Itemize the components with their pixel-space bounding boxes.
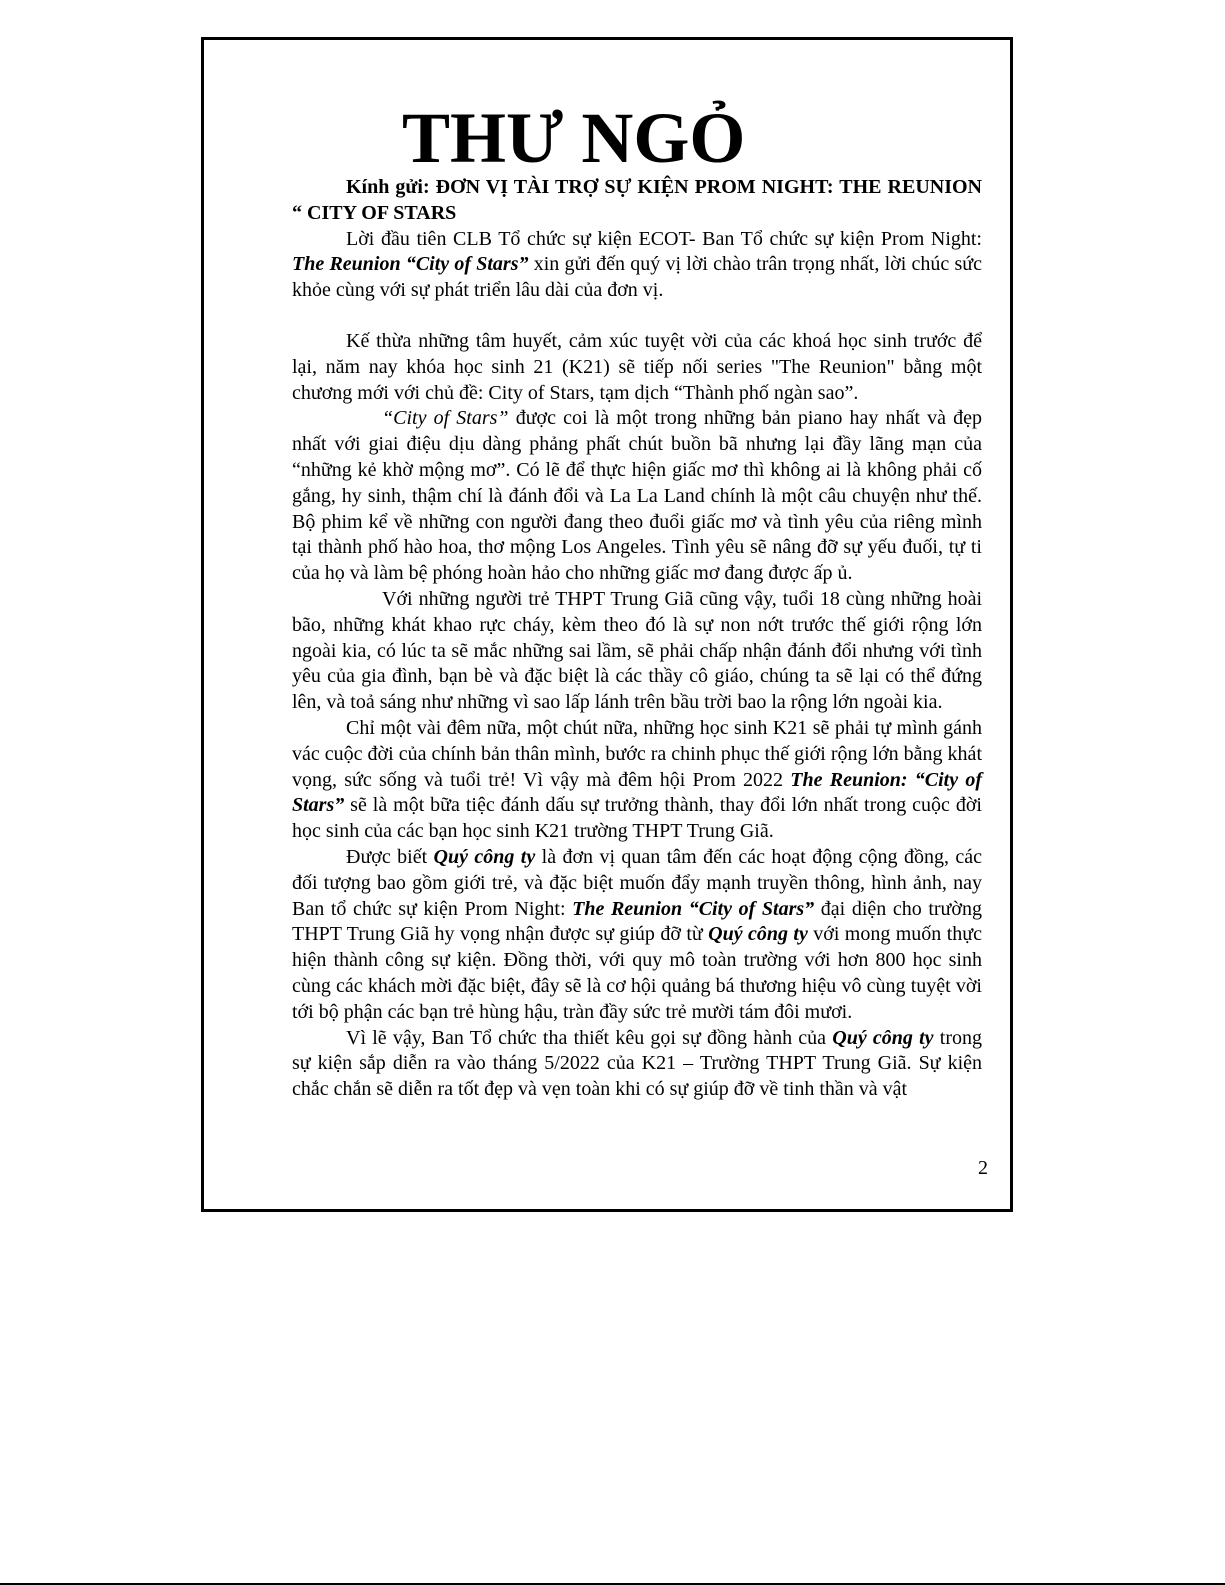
paragraph-closing: Vì lẽ vậy, Ban Tổ chức tha thiết kêu gọi sự đồng hành của Quý công ty trong sự kiện sắp diễn ra vào tháng 5/2022 của K21 – Trường THPT Trung Giã. Sự kiện chắc chắn sẽ diễn ra tốt đẹp và vẹn toàn khi có sự giúp đỡ về tinh thần và vật [292, 1026, 982, 1101]
event-name-emphasis: The Reunion “City of Stars” [292, 253, 529, 276]
company-emphasis: Quý công ty [433, 845, 536, 868]
paragraph-prom-night: Chỉ một vài đêm nữa, một chút nữa, những học sinh K21 sẽ phải tự mình gánh vác cuộc đời của chính bản thân mình, bước ra chinh phục thế giới rộng lớn bằng khát vọng, sức sống và tuổi trẻ! Vì vậy mà đêm hội Prom 2022 The Reunion: “City of Stars” sẽ là một bữa tiệc đánh dấu sự trưởng thành, thay đổi lớn nhất trong cuộc đời học sinh của các bạn học sinh K21 trường THPT Trung Giã. [292, 716, 982, 843]
paragraph-city-of-stars: “City of Stars” được coi là một trong những bản piano hay nhất và đẹp nhất với giai điệu dịu dàng phảng phất chút buồn bã nhưng lại đầy lãng mạn của “những kẻ khờ mộng mơ”. Có lẽ để thực hiện giấc mơ thì không ai là không phải cố gắng, hy sinh, thậm chí là đánh đổi và La La Land chính là một câu chuyện như thế. Bộ phim kể về những con người đang theo đuổi giấc mơ và tình yêu của riêng mình tại thành phố hào hoa, thơ mộng Los Angeles. Tình yêu sẽ nâng đỡ sự yếu đuối, tự ti của họ và làm bệ phóng hoàn hảo cho những giấc mơ đang được ấp ủ. [292, 407, 982, 585]
salutation: Kính gửi: ĐƠN VỊ TÀI TRỢ SỰ KIỆN PROM NIGHT: THE REUNION “ CITY OF STARS [292, 176, 982, 224]
page-border [201, 37, 1013, 1212]
page-number: 2 [978, 1157, 988, 1179]
paragraph-young-people: Với những người trẻ THPT Trung Giã cũng vậy, tuổi 18 cùng những hoài bão, những khát khao rực cháy, kèm theo đó là sự non nớt trước thế giới rộng lớn ngoài kia, có lúc ta sẽ mắc những sai lầm, sẽ phải chấp nhận đánh đổi nhưng với tình yêu của gia đình, bạn bè và đặc biệt là các thầy cô giáo, chúng ta sẽ lại có thể đứng lên, và toả sáng như những vì sao lấp lánh trên bầu trời bao la rộng lớn ngoài kia. [292, 587, 982, 714]
song-title-emphasis: “City of Stars” [382, 407, 509, 430]
company-emphasis: Quý công ty [708, 923, 808, 946]
company-emphasis: Quý công ty [832, 1026, 934, 1049]
letter-body [292, 175, 982, 1103]
paragraph-gap [292, 304, 982, 329]
page-title-text: THƯ NGỎ [402, 98, 746, 178]
paragraph-intro: Lời đầu tiên CLB Tổ chức sự kiện ECOT- Ban Tổ chức sự kiện Prom Night: The Reunion “City of Stars” xin gửi đến quý vị lời chào trân trọng nhất, lời chúc sức khỏe cùng với sự phát triển lâu dài của đơn vị. [292, 227, 982, 302]
paragraph-sponsor-request: Được biết Quý công ty là đơn vị quan tâm đến các hoạt động cộng đồng, các đối tượng bao gồm giới trẻ, và đặc biệt muốn đẩy mạnh truyền thông, hình ảnh, nay Ban tổ chức sự kiện Prom Night: The Reunion “City of Stars” đại diện cho trường THPT Trung Giã hy vọng nhận được sự giúp đỡ từ Quý công ty với mong muốn thực hiện thành công sự kiện. Đồng thời, với quy mô toàn trường với hơn 800 học sinh cùng các khách mời đặc biệt, đây sẽ là cơ hội quảng bá thương hiệu vô cùng tuyệt vời tới bộ phận các bạn trẻ hùng hậu, tràn đầy sức trẻ mười tám đôi mươi. [292, 845, 982, 1023]
event-name-emphasis: The Reunion: “City of Stars” [292, 768, 982, 817]
event-name-emphasis: The Reunion “City of Stars” [572, 897, 815, 920]
paragraph-heritage: Kế thừa những tâm huyết, cảm xúc tuyệt vời của các khoá học sinh trước để lại, năm nay khóa học sinh 21 (K21) sẽ tiếp nối series "The Reunion" bằng một chương mới với chủ đề: City of Stars, tạm dịch “Thành phố ngàn sao”. [292, 329, 982, 404]
